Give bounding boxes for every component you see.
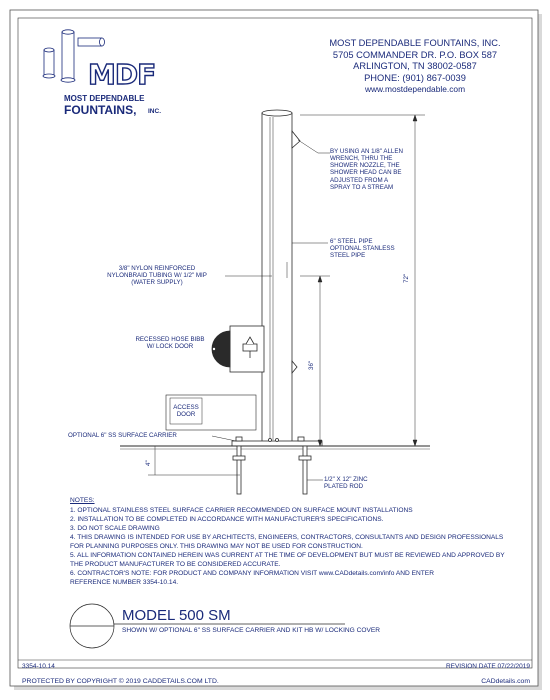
model-subtitle: SHOWN W/ OPTIONAL 6" SS SURFACE CARRIER AND KIT HB W/ LOCKING COVER (122, 627, 381, 634)
company-address-1: 5705 COMMANDER DR. P.O. BOX 587 (332, 49, 498, 60)
note-line: 3. DO NOT SCALE DRAWING (70, 525, 160, 532)
callout-tubing: 3/8" NYLON REINFORCED NYLONBRAID TUBING W/ 1/2" MIP (WATER SUPPLY) (107, 265, 207, 287)
logo-line-1: MOST DEPENDABLE (64, 94, 145, 103)
callout-steel-pipe: 6" STEEL PIPE OPTIONAL STANLESS STEEL PIPE (330, 238, 395, 260)
dimension-bibb-height: 36" (308, 360, 315, 370)
note-line: 4. THIS DRAWING IS INTENDED FOR USE BY ARCHITECTS, ENGINEERS, CONTRACTORS, CONSULTANTS AND DESIGN PROFESSIONALS (70, 534, 504, 541)
logo-mark: MDF (88, 58, 156, 91)
logo-line-2: FOUNTAINS, (64, 103, 137, 117)
note-line: REFERENCE NUMBER 3354-10.14. (70, 579, 179, 586)
note-line: 5. ALL INFORMATION CONTAINED HEREIN WAS CURRENT AT THE TIME OF DEVELOPMENT BUT MUST BE REVIEWED AND APPROVED BY (70, 552, 505, 559)
note-line: 6. CONTRACTOR'S NOTE: FOR PRODUCT AND COMPANY INFORMATION VISIT www.CADdetails.com/info AND ENTER (70, 570, 434, 577)
logo-suffix: INC. (148, 108, 161, 115)
dimension-embed: 4" (145, 460, 152, 466)
document-number: 3354-10.14 (22, 663, 55, 670)
company-info (300, 38, 530, 96)
callout-hose-bibb: RECESSED HOSE BIBB W/ LOCK DOOR (135, 336, 205, 351)
company-name: MOST DEPENDABLE FOUNTAINS, INC. (329, 38, 501, 48)
company-phone: PHONE: (901) 867-0039 (364, 72, 466, 83)
company-address-2: ARLINGTON, TN 38002-0587 (353, 61, 477, 72)
note-line: 1. OPTIONAL STAINLESS STEEL SURFACE CARRIER RECOMMENDED ON SURFACE MOUNT INSTALLATIONS (70, 507, 413, 514)
callout-zinc-rod: 1/2" X 12" ZINC PLATED ROD (324, 476, 368, 491)
company-website[interactable]: www.mostdependable.com (364, 84, 466, 95)
callout-surface-carrier: OPTIONAL 6" SS SURFACE CARRIER (68, 432, 177, 439)
notes-heading: NOTES: (70, 497, 95, 504)
model-title: MODEL 500 SM (122, 607, 231, 624)
note-line: THE PRODUCT MANUFACTURER TO BE CONSIDERED ACCURATE. (70, 561, 281, 568)
caddetails-link[interactable]: CADdetails.com (481, 678, 530, 685)
note-line: FOR PLANNING PURPOSES ONLY. THIS DRAWING MAY NOT BE USED FOR CONSTRUCTION. (70, 543, 363, 550)
callout-access-door: ACCESS DOOR (173, 404, 199, 419)
copyright-notice: PROTECTED BY COPYRIGHT © 2019 CADDETAILS.COM LTD. (22, 678, 219, 685)
note-line: 2. INSTALLATION TO BE COMPLETED IN ACCORDANCE WITH MANUFACTURER'S SPECIFICATIONS. (70, 516, 384, 523)
callout-allen-wrench: BY USING AN 1/8" ALLEN WRENCH, THRU THE SHOWER NOZZLE, THE SHOWER HEAD CAN BE ADJUSTED FROM A SPRAY TO A STREAM (330, 148, 403, 191)
dimension-overall: 72" (403, 273, 410, 283)
revision-date: REVISION DATE 07/22/2019 (445, 663, 530, 670)
